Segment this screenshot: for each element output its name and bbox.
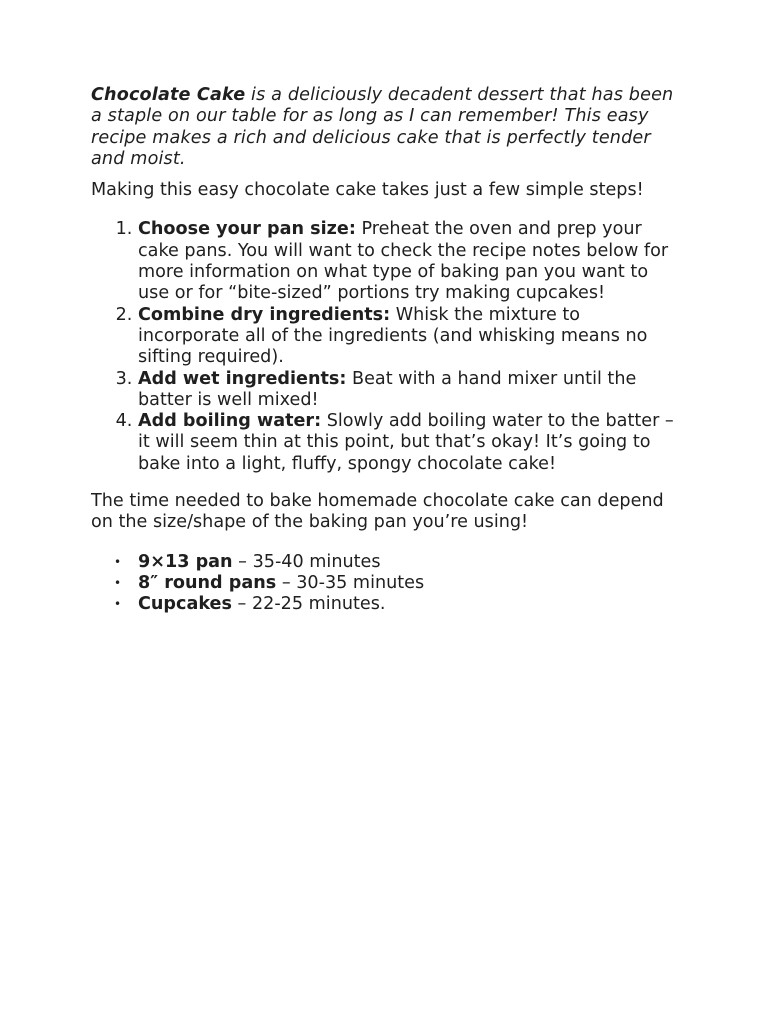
steps-list xyxy=(91,219,681,475)
step-text: Whisk the mixture to incorporate all of the ingredients (and whisking means no sifting required). xyxy=(138,304,648,368)
bake-time-duration: – 35-40 minutes xyxy=(232,551,381,572)
bullet-icon: • xyxy=(114,575,122,590)
bake-time-item xyxy=(114,572,681,594)
step-item xyxy=(138,411,681,475)
steps-intro-paragraph: Making this easy chocolate cake takes just a few simple steps! xyxy=(91,180,644,201)
intro-text: is a deliciously decadent dessert that has been a staple on our table for as long as I can remember! This easy recipe makes a rich and delicious cake that is perfectly tender and moist. xyxy=(91,85,674,169)
step-item xyxy=(138,305,681,369)
step-text: Slowly add boiling water to the batter – it will seem thin at this point, but that’s okay! It’s going to bake into a light, fluffy, spongy chocolate cake! xyxy=(138,411,674,474)
bake-time-pan: 9×13 pan xyxy=(138,551,233,572)
bake-time-pan: 8″ round pans xyxy=(138,572,277,593)
intro-title: Chocolate Cake xyxy=(91,85,246,105)
step-text: Preheat the oven and prep your cake pans. You will want to check the recipe notes below for more information on what type of baking pan you want to use or for “bite-sized” portions try making cupcakes! xyxy=(138,219,669,304)
step-lead: Add boiling water: xyxy=(138,411,322,432)
step-text: Beat with a hand mixer until the batter is well mixed! xyxy=(138,368,637,410)
step-item xyxy=(138,369,681,412)
document-page xyxy=(91,85,681,616)
bake-time-item xyxy=(114,551,681,573)
bake-time-duration: – 22-25 minutes. xyxy=(231,594,386,615)
bake-time-item xyxy=(114,594,681,615)
step-item xyxy=(138,219,681,304)
bake-times-list xyxy=(91,552,681,616)
intro-paragraph xyxy=(91,85,681,170)
bullet-icon: • xyxy=(114,597,122,612)
step-lead: Choose your pan size: xyxy=(138,219,356,240)
bake-time-pan: Cupcakes xyxy=(138,594,232,615)
bullet-icon: • xyxy=(114,554,122,569)
bake-time-duration: – 30-35 minutes xyxy=(276,572,425,593)
times-intro-paragraph: The time needed to bake homemade chocolate cake can depend on the size/shape of the baking pan you’re using! xyxy=(91,491,664,533)
step-lead: Add wet ingredients: xyxy=(138,368,347,389)
step-lead: Combine dry ingredients: xyxy=(138,304,391,325)
